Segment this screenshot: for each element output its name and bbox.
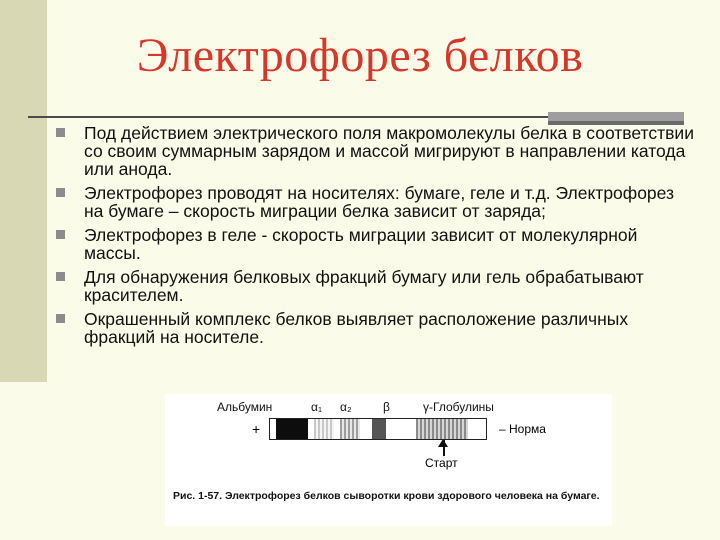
bullet-square-icon (56, 230, 65, 239)
bullet-item: Электрофорез проводят на носителях: бумаге, геле и т.д. Электрофорез на бумаге – скорость миграции белка зависит от заряда; (56, 184, 696, 220)
slide-title: Электрофорез белков (136, 29, 584, 82)
bullet-item: Для обнаружения белковых фракций бумагу или гель обрабатывают красителем. (56, 268, 696, 304)
label-albumin: Альбумин (217, 400, 273, 414)
bullet-square-icon (56, 188, 65, 197)
start-label: Старт (425, 456, 458, 470)
band-alpha1 (314, 419, 334, 439)
start-arrow-icon (438, 439, 448, 447)
title-divider-accent (548, 112, 684, 121)
bullet-square-icon (56, 128, 65, 137)
band-gamma (416, 419, 468, 439)
band-alpha2 (340, 419, 360, 439)
norm-label: – Норма (499, 422, 546, 436)
bullet-square-icon (56, 314, 65, 323)
bullet-item: Электрофорез в геле - скорость миграции зависит от молекулярной массы. (56, 226, 696, 262)
bullet-item: Под действием электрического поля макромолекулы белка в соответствии со своим суммарным зарядом и массой мигрируют в направлении катода или анода. (56, 124, 696, 178)
label-alpha1: α₁ (311, 400, 322, 414)
electrophoresis-strip (269, 418, 487, 440)
band-beta (372, 419, 386, 439)
anode-plus-sign: + (252, 421, 261, 437)
label-beta: β (383, 400, 390, 414)
label-alpha2: α₂ (340, 400, 352, 414)
electrophoresis-figure (165, 394, 612, 526)
figure-caption: Рис. 1-57. Электрофорез белков сыворотки крови здорового человека на бумаге. (173, 490, 600, 502)
label-gamma-globulins: γ-Глобулины (423, 400, 494, 414)
bullet-list (56, 124, 696, 352)
bullet-square-icon (56, 272, 65, 281)
band-albumin (276, 419, 308, 439)
bullet-item: Окрашенный комплекс белков выявляет расположение различных фракций на носителе. (56, 310, 696, 346)
